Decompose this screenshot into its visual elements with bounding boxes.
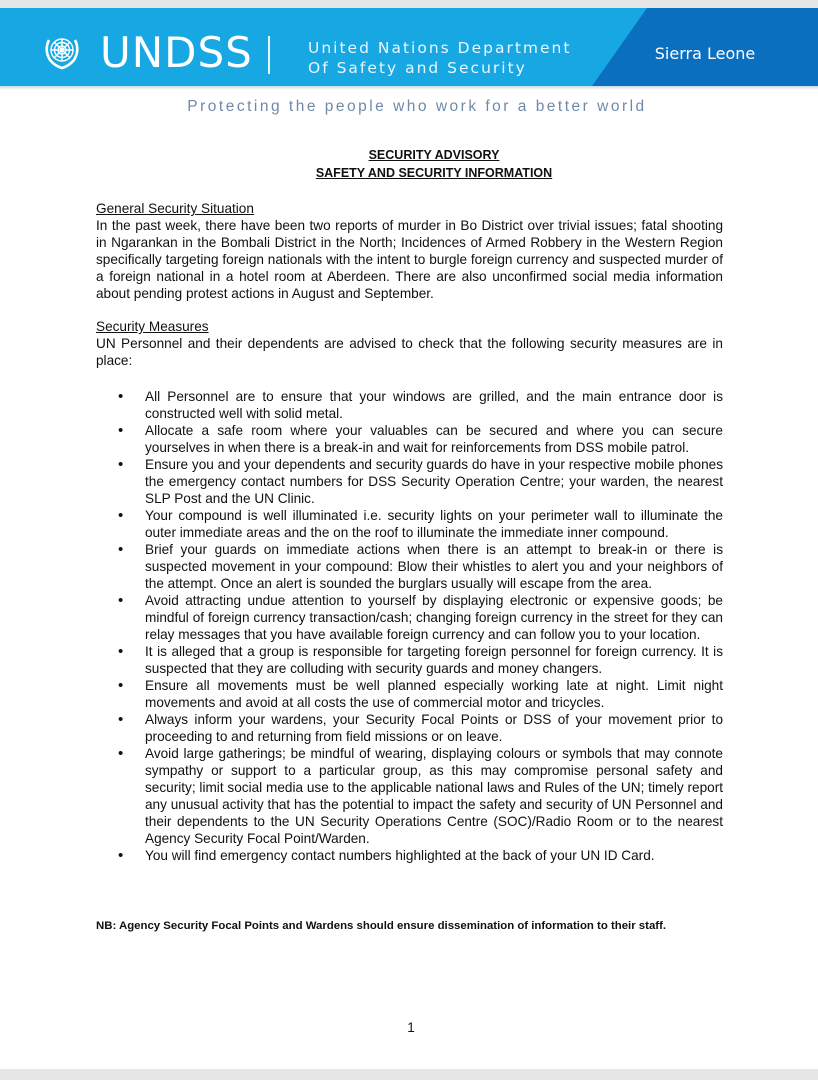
page-number: 1	[407, 1020, 415, 1035]
list-item: • Avoid attracting undue attention to yourself by displaying electronic or expensive goods; be mindful of foreign currency transaction/cash; changing foreign currency in the street for they can relay messages that you have available foreign currency and can follow you to your location.	[118, 592, 723, 643]
department-line-2: Of Safety and Security	[308, 59, 527, 77]
list-item: • Ensure you and your dependents and security guards do have in your respective mobile phones the emergency contact numbers for DSS Security Operation Centre; your warden, the nearest SLP Post and the UN Clinic.	[118, 456, 723, 507]
list-item: • Ensure all movements must be well planned especially working late at night. Limit night movements and avoid at all costs the use of commercial motor and tricycles.	[118, 677, 723, 711]
section-heading: Security Measures	[96, 319, 209, 334]
header-banner	[0, 8, 818, 86]
section-security-measures	[96, 318, 723, 369]
list-item: • Always inform your wardens, your Security Focal Points or DSS of your movement prior to proceeding to and returning from field missions or on leave.	[118, 711, 723, 745]
banner-shadow	[0, 86, 818, 90]
section-body: UN Personnel and their dependents are advised to check that the following security measures are in place:	[96, 336, 723, 368]
department-line-1: United Nations Department	[308, 39, 572, 57]
viewer-top-margin	[0, 0, 818, 8]
un-emblem-icon	[40, 30, 84, 74]
tagline: Protecting the people who work for a better world	[187, 98, 647, 115]
viewer-bottom-margin	[0, 1069, 818, 1080]
list-item: • It is alleged that a group is responsible for targeting foreign personnel for foreign currency. It is suspected that they are colluding with security guards and money changers.	[118, 643, 723, 677]
document-title: SECURITY ADVISORY	[368, 148, 500, 162]
measures-list	[118, 388, 723, 864]
list-item: • Brief your guards on immediate actions when there is an attempt to break-in or there is suspected movement in your compound: Blow their whistles to alert you and your neighbors of the attempt. Once an alert is sounded the burglars usually will escape from the area.	[118, 541, 723, 592]
list-item: • You will find emergency contact numbers highlighted at the back of your UN ID Card.	[118, 847, 723, 864]
nb-note: NB: Agency Security Focal Points and Wardens should ensure dissemination of information to their staff.	[96, 920, 667, 932]
document-subtitle: SAFETY AND SECURITY INFORMATION	[315, 166, 553, 180]
country-label: Sierra Leone	[654, 44, 756, 63]
section-heading: General Security Situation	[96, 201, 254, 216]
list-item: • Avoid large gatherings; be mindful of wearing, displaying colours or symbols that may connote sympathy or support to a particular group, as this may compromise personal safety and security; limit social media use to the applicable national laws and Rules of the UN; timely report any unusual activity that has the potential to impact the safety and security of UN Personnel and their dependents to the UN Security Operations Centre (SOC)/Radio Room or to the nearest Agency Security Focal Point/Warden.	[118, 745, 723, 847]
brand-name: UNDSS	[100, 28, 253, 77]
list-item: • Your compound is well illuminated i.e. security lights on your perimeter wall to illuminate the outer immediate areas and the on the roof to illuminate the immediate inner compound.	[118, 507, 723, 541]
department-name	[308, 38, 571, 78]
list-item: • Allocate a safe room where your valuables can be secured and where you can secure yourselves in when there is a break-in and wait for reinforcements from DSS mobile patrol.	[118, 422, 723, 456]
section-body: In the past week, there have been two reports of murder in Bo District over trivial issues; fatal shooting in Ngarankan in the Bombali District in the North; Incidences of Armed Robbery in the Western Region specifically targeting foreign nationals with the intent to burgle foreign currency and suspected murder of a foreign national in a hotel room at Aberdeen. There are also unconfirmed social media information about pending protest actions in August and September.	[96, 218, 723, 301]
section-general-security	[96, 200, 723, 302]
list-item: • All Personnel are to ensure that your windows are grilled, and the main entrance door is constructed well with solid metal.	[118, 388, 723, 422]
header-divider	[268, 36, 270, 74]
